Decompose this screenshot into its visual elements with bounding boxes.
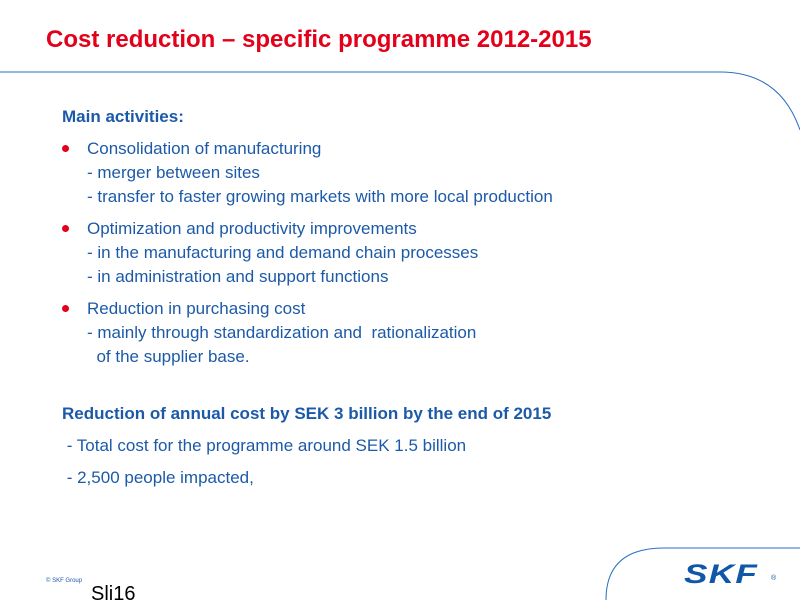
summary-heading: Reduction of annual cost by SEK 3 billion by the end of 2015 (62, 404, 552, 423)
bullet-dot-icon (62, 225, 69, 232)
bullet-line: Consolidation of manufacturing (87, 139, 322, 158)
bullet-sub-line: of the supplier base. (87, 347, 250, 366)
bullet-item-consolidation (62, 137, 762, 209)
skf-logo: SKF (684, 559, 759, 589)
bullet-sub-line: - transfer to faster growing markets with more local production (87, 187, 553, 206)
copyright-notice: © SKF Group (46, 578, 83, 584)
bullet-line: Reduction in purchasing cost (87, 299, 306, 318)
bullet-dot-icon (62, 145, 69, 152)
slide-body (62, 106, 762, 489)
slide-title: Cost reduction – specific programme 2012-2015 (46, 26, 592, 53)
bullet-dot-icon (62, 305, 69, 312)
bullet-sub-line: - in the manufacturing and demand chain processes (87, 243, 479, 262)
bullet-sub-line: - mainly through standardization and rationalization (87, 323, 477, 342)
bullet-sub-line: - in administration and support functions (87, 267, 389, 286)
bullet-item-optimization (62, 217, 762, 289)
slide-number-label: Sli16 (91, 583, 136, 600)
bullet-item-purchasing (62, 297, 762, 369)
bullet-line: Optimization and productivity improvements (87, 219, 417, 238)
main-activities-heading: Main activities: (62, 107, 184, 126)
registered-mark: ® (771, 575, 777, 582)
summary-line-people-impacted: - 2,500 people impacted, (62, 468, 254, 487)
bullet-sub-line: - merger between sites (87, 163, 260, 182)
summary-line-total-cost: - Total cost for the programme around SEK 1.5 billion (62, 436, 467, 455)
